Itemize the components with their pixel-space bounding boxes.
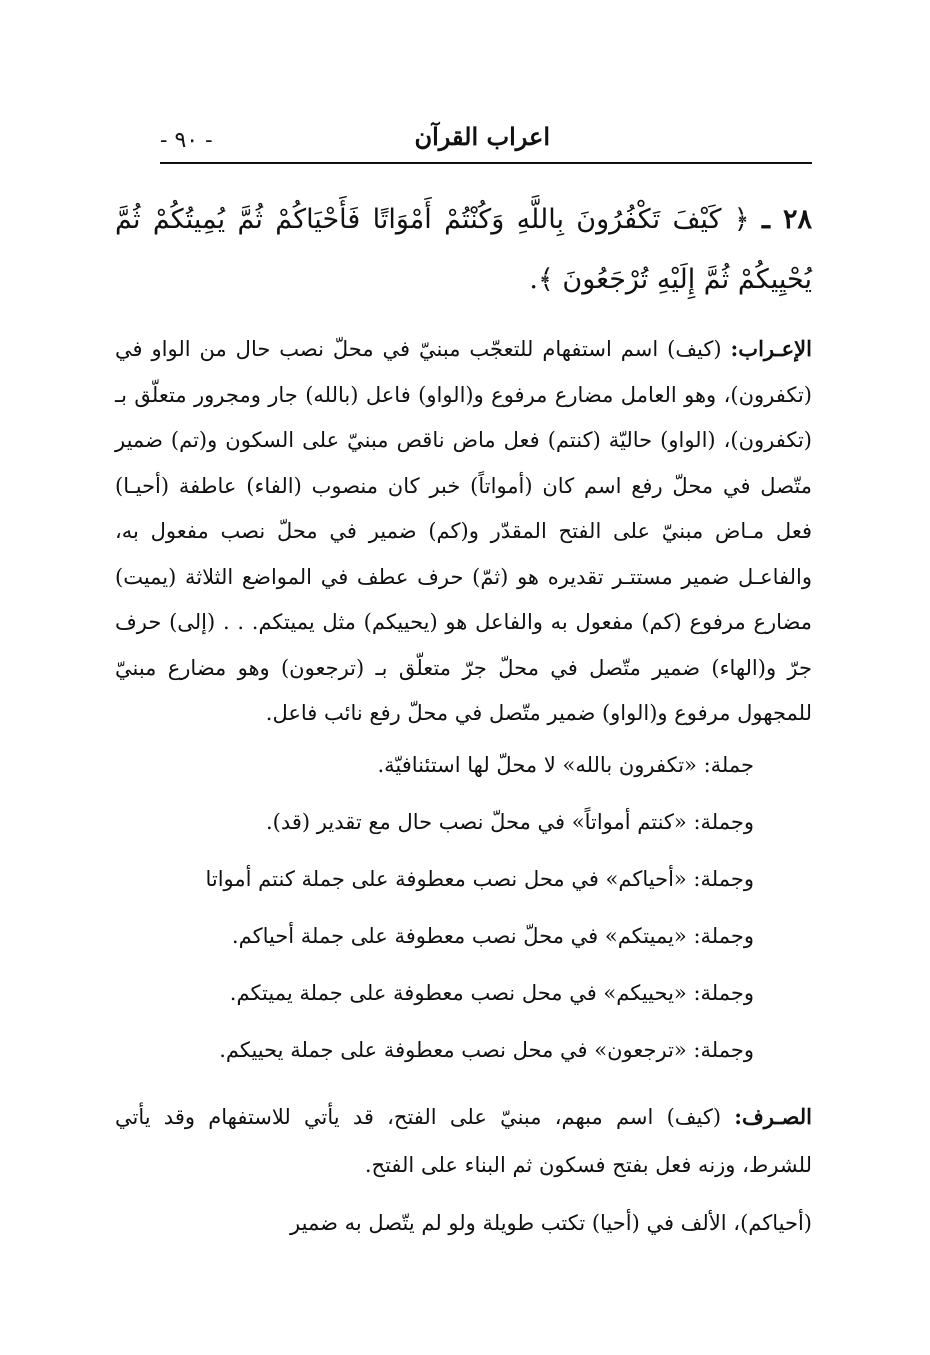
- sentences-list: [115, 737, 812, 1079]
- page-header: [160, 118, 810, 158]
- commentary: [115, 326, 812, 1247]
- sarf-paragraph: [115, 1093, 812, 1189]
- sentence-line: وجملة: «ترجعون» في محل نصب معطوفة على جملة يحييكم.: [219, 1037, 754, 1062]
- sarf-label: الصـرف:: [734, 1103, 812, 1129]
- verse-number: ٢٨ ـ: [761, 204, 813, 235]
- irab-label: الإعـراب:: [730, 336, 812, 361]
- irab-paragraph: [115, 326, 812, 737]
- sentence-line: جملة: «تكفرون بالله» لا محلّ لها استئنافيّة.: [377, 752, 754, 777]
- sentence-line: وجملة: «كنتم أمواتاً» في محلّ نصب حال مع تقدير (قد).: [265, 809, 754, 834]
- verse-text: ﴿ كَيْفَ تَكْفُرُونَ بِاللَّهِ وَكُنْتُمْ أَمْوَاتًا فَأَحْيَاكُمْ ثُمَّ يُمِيتُكُمْ ثُمَّ يُحْيِيكُمْ ثُمَّ إِلَيْهِ تُرْجَعُونَ ﴾.: [115, 204, 812, 295]
- irab-text: (كيف) اسم استفهام للتعجّب مبنيّ في محلّ نصب حال من الواو في (تكفرون)، وهو العامل مضارع مرفوع و(الواو) فاعل (بالله) جار ومجرور متعلّق بـ (تكفرون)، (الواو) حاليّة (كنتم) فعل ماض ناقص مبنيّ على السكون و(تم) ضمير متّصل في محلّ رفع اسم كان (أمواتاً) خبر كان منصوب (الفاء) عاطفة (أحيـا) فعل مـاض مبنيّ على الفتح المقدّر و(كم) ضمير في محلّ نصب مفعول به، والفاعـل ضمير مستتـر تقديره هو (ثمّ) حرف عطف في المواضع الثلاثة (يميت) مضارع مرفوع (كم) مفعول به والفاعل هو (يحييكم) مثل يميتكم. . . (إلى) حرف جرّ و(الهاء) ضمير متّصل في محلّ جرّ متعلّق بـ (ترجعون) وهو مضارع مبنيّ للمجهول مرفوع و(الواو) ضمير متّصل في محلّ رفع نائب فاعل.: [115, 337, 812, 725]
- quran-verse: [115, 190, 812, 310]
- sentence-line: وجملة: «يميتكم» في محلّ نصب معطوفة على جملة أحياكم.: [231, 923, 754, 948]
- book-title: اعراب القرآن: [414, 122, 550, 151]
- header-divider: [160, 162, 812, 164]
- sarf-text: (كيف) اسم مبهم، مبنيّ على الفتح، قد يأتي للاستفهام وقد يأتي للشرط، وزنه فعل بفتح فسكون ثم البناء على الفتح.: [115, 1104, 812, 1177]
- page-number: - ٩٠ -: [160, 128, 213, 153]
- sentence-line: وجملة: «يحييكم» في محل نصب معطوفة على جملة يميتكم.: [229, 980, 754, 1005]
- sentence-line: وجملة: «أحياكم» في محل نصب معطوفة على جملة كنتم أمواتا: [205, 866, 754, 891]
- continuation-paragraph: (أحياكم)، الألف في (أحيا) تكتب طويلة ولو لم يتّصل به ضمير: [290, 1210, 812, 1235]
